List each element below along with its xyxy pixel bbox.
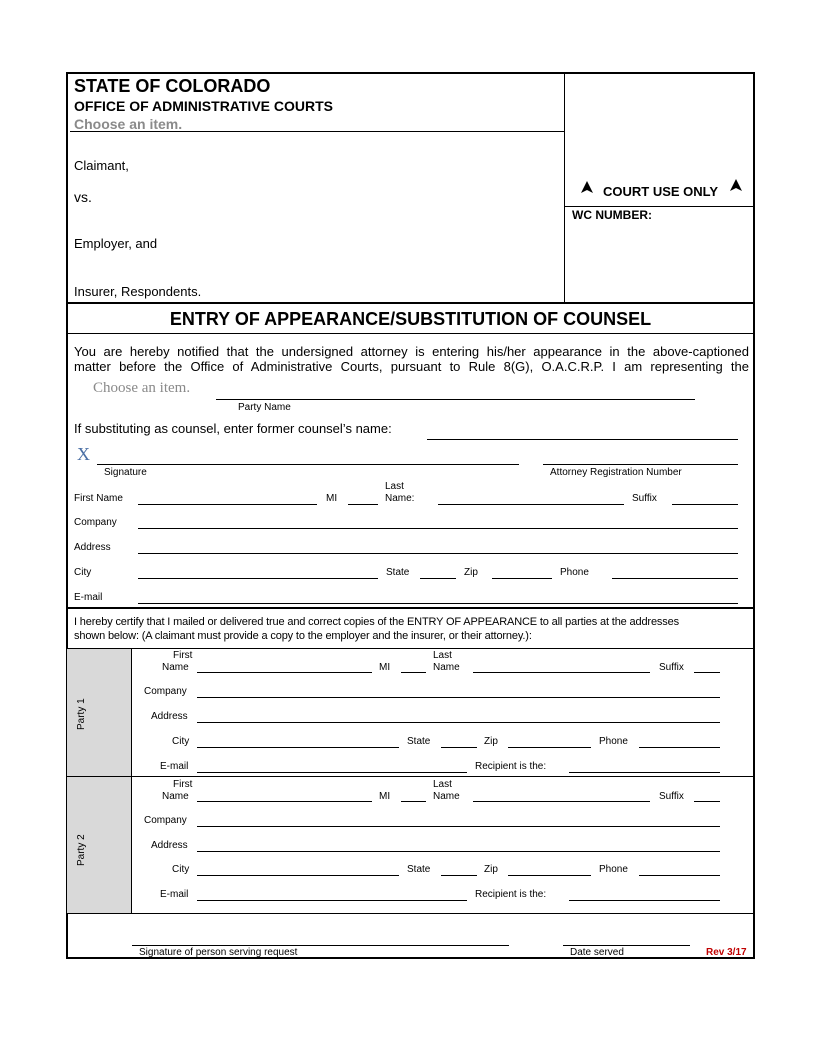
- court-location-dropdown[interactable]: Choose an item.: [74, 116, 183, 132]
- party2-mi-label: MI: [379, 791, 391, 802]
- attorney-mi-input[interactable]: [348, 504, 378, 505]
- party2-state-label: State: [407, 864, 431, 875]
- attorney-city-input[interactable]: [138, 578, 378, 579]
- party1-phone-label: Phone: [599, 736, 628, 747]
- party2-phone-input[interactable]: [639, 875, 720, 876]
- party1-city-label: City: [172, 736, 190, 747]
- state-heading: STATE OF COLORADO: [74, 76, 271, 96]
- insurer-label: Insurer, Respondents.: [74, 284, 202, 299]
- revision-label: Rev 3/17: [706, 947, 747, 958]
- mi-label: MI: [326, 493, 338, 504]
- party2-last-label: Last: [433, 779, 452, 790]
- party2-name-label: Name: [162, 791, 189, 802]
- party1-address-label: Address: [151, 711, 188, 722]
- party1-phone-input[interactable]: [639, 747, 720, 748]
- party1-zip-input[interactable]: [508, 747, 591, 748]
- former-counsel-input[interactable]: [427, 439, 738, 440]
- party1-suffix-label: Suffix: [659, 662, 684, 673]
- party2-suffix-input[interactable]: [694, 801, 720, 802]
- email-label: E-mail: [74, 592, 103, 603]
- party2-top-rule: [66, 776, 755, 777]
- party2-address-input[interactable]: [197, 851, 720, 852]
- attorney-suffix-input[interactable]: [672, 504, 738, 505]
- state-label: State: [386, 567, 410, 578]
- party2-band-edge: [131, 777, 132, 913]
- first-name-label: First Name: [74, 493, 123, 504]
- signature-x-mark: X: [77, 444, 90, 464]
- attorney-address-input[interactable]: [138, 553, 738, 554]
- party2-company-input[interactable]: [197, 826, 720, 827]
- footer-top-rule: [66, 913, 755, 914]
- claimant-label: Claimant,: [74, 158, 129, 173]
- party1-suffix-input[interactable]: [694, 672, 720, 673]
- attorney-state-input[interactable]: [420, 578, 456, 579]
- party1-company-input[interactable]: [197, 697, 720, 698]
- party1-top-rule: [66, 648, 755, 649]
- notice-line-1: You are hereby notified that the undersigned attorney is entering his/her appearance in the above-captioned: [74, 344, 749, 359]
- signature-label: Signature: [104, 467, 147, 478]
- certify-line-2: shown below: (A claimant must provide a copy to the employer and the insurer, or their attorney.):: [74, 630, 532, 642]
- attorney-signature-line[interactable]: [97, 464, 519, 465]
- party1-address-input[interactable]: [197, 722, 720, 723]
- attorney-first-name-input[interactable]: [138, 504, 317, 505]
- wc-divider: [565, 206, 755, 207]
- party1-band-edge: [131, 649, 132, 776]
- wc-number-label: WC NUMBER:: [572, 208, 652, 222]
- party2-phone-label: Phone: [599, 864, 628, 875]
- party1-last-label: Last: [433, 650, 452, 661]
- date-served-label: Date served: [570, 947, 624, 958]
- suffix-label: Suffix: [632, 493, 657, 504]
- party2-last-name-input[interactable]: [473, 801, 650, 802]
- party1-recipient-label: Recipient is the:: [475, 761, 547, 772]
- notice-line-2: matter before the Office of Administrative Courts, pursuant to Rule 8(G), O.A.C.R.P. I am representing the: [74, 359, 749, 374]
- party1-company-label: Company: [144, 686, 187, 697]
- party2-last-name-label: Name: [433, 791, 460, 802]
- party1-label: Party 1: [76, 698, 87, 730]
- party2-mi-input[interactable]: [401, 801, 426, 802]
- attorney-registration-label: Attorney Registration Number: [550, 467, 682, 478]
- party2-email-input[interactable]: [197, 900, 467, 901]
- representing-party-dropdown[interactable]: Choose an item.: [93, 380, 191, 396]
- party2-zip-input[interactable]: [508, 875, 591, 876]
- attorney-company-input[interactable]: [138, 528, 738, 529]
- party1-recipient-input[interactable]: [569, 772, 720, 773]
- party2-recipient-input[interactable]: [569, 900, 720, 901]
- court-use-only-label: COURT USE ONLY: [603, 184, 719, 199]
- party2-label: Party 2: [76, 834, 87, 866]
- certify-line-1: I hereby certify that I mailed or delivered true and correct copies of the ENTRY OF APPEARANCE to all parties at the addresses: [74, 616, 679, 628]
- company-label: Company: [74, 517, 117, 528]
- arrow-up-left-icon: [580, 180, 594, 194]
- party1-city-input[interactable]: [197, 747, 399, 748]
- last-name-label: Name:: [385, 493, 415, 504]
- last-label: Last: [385, 481, 404, 492]
- form-title: ENTRY OF APPEARANCE/SUBSTITUTION OF COUNSEL: [169, 309, 652, 329]
- party2-state-input[interactable]: [441, 875, 477, 876]
- party-name-label: Party Name: [238, 402, 291, 413]
- party1-email-input[interactable]: [197, 772, 467, 773]
- party2-recipient-label: Recipient is the:: [475, 889, 547, 900]
- attorney-last-name-input[interactable]: [438, 504, 624, 505]
- title-bottom-rule: [66, 333, 755, 334]
- party1-email-label: E-mail: [160, 761, 189, 772]
- party2-address-label: Address: [151, 840, 188, 851]
- party1-last-name-input[interactable]: [473, 672, 650, 673]
- arrow-up-right-icon: [729, 178, 743, 192]
- attorney-phone-input[interactable]: [612, 578, 738, 579]
- party2-first-name-input[interactable]: [197, 801, 372, 802]
- party1-state-label: State: [407, 736, 431, 747]
- attorney-email-input[interactable]: [138, 603, 738, 604]
- party1-last-name-label: Name: [433, 662, 460, 673]
- certify-top-rule: [66, 607, 755, 609]
- party1-mi-label: MI: [379, 662, 391, 673]
- party1-first-name-input[interactable]: [197, 672, 372, 673]
- office-heading: OFFICE OF ADMINISTRATIVE COURTS: [74, 98, 333, 114]
- employer-label: Employer, and: [74, 236, 158, 251]
- attorney-zip-input[interactable]: [492, 578, 552, 579]
- title-top-rule: [66, 302, 755, 304]
- party-name-line[interactable]: [216, 399, 695, 400]
- attorney-registration-input[interactable]: [543, 464, 738, 465]
- party1-state-input[interactable]: [441, 747, 477, 748]
- party2-city-label: City: [172, 864, 190, 875]
- header-divider: [564, 73, 565, 302]
- phone-label: Phone: [560, 567, 589, 578]
- former-counsel-label: If substituting as counsel, enter former counsel’s name:: [74, 421, 392, 436]
- server-signature-line[interactable]: [132, 945, 509, 946]
- party2-city-input[interactable]: [197, 875, 399, 876]
- party2-first-label: First: [173, 779, 193, 790]
- zip-label: Zip: [464, 567, 478, 578]
- date-served-line[interactable]: [563, 945, 690, 946]
- party1-mi-input[interactable]: [401, 672, 426, 673]
- party1-first-label: First: [173, 650, 193, 661]
- party2-suffix-label: Suffix: [659, 791, 684, 802]
- party1-zip-label: Zip: [484, 736, 498, 747]
- server-signature-label: Signature of person serving request: [139, 947, 298, 958]
- party2-zip-label: Zip: [484, 864, 498, 875]
- party2-company-label: Company: [144, 815, 187, 826]
- address-label: Address: [74, 542, 111, 553]
- vs-label: vs.: [74, 189, 92, 205]
- party2-email-label: E-mail: [160, 889, 189, 900]
- party1-name-label: Name: [162, 662, 189, 673]
- city-label: City: [74, 567, 92, 578]
